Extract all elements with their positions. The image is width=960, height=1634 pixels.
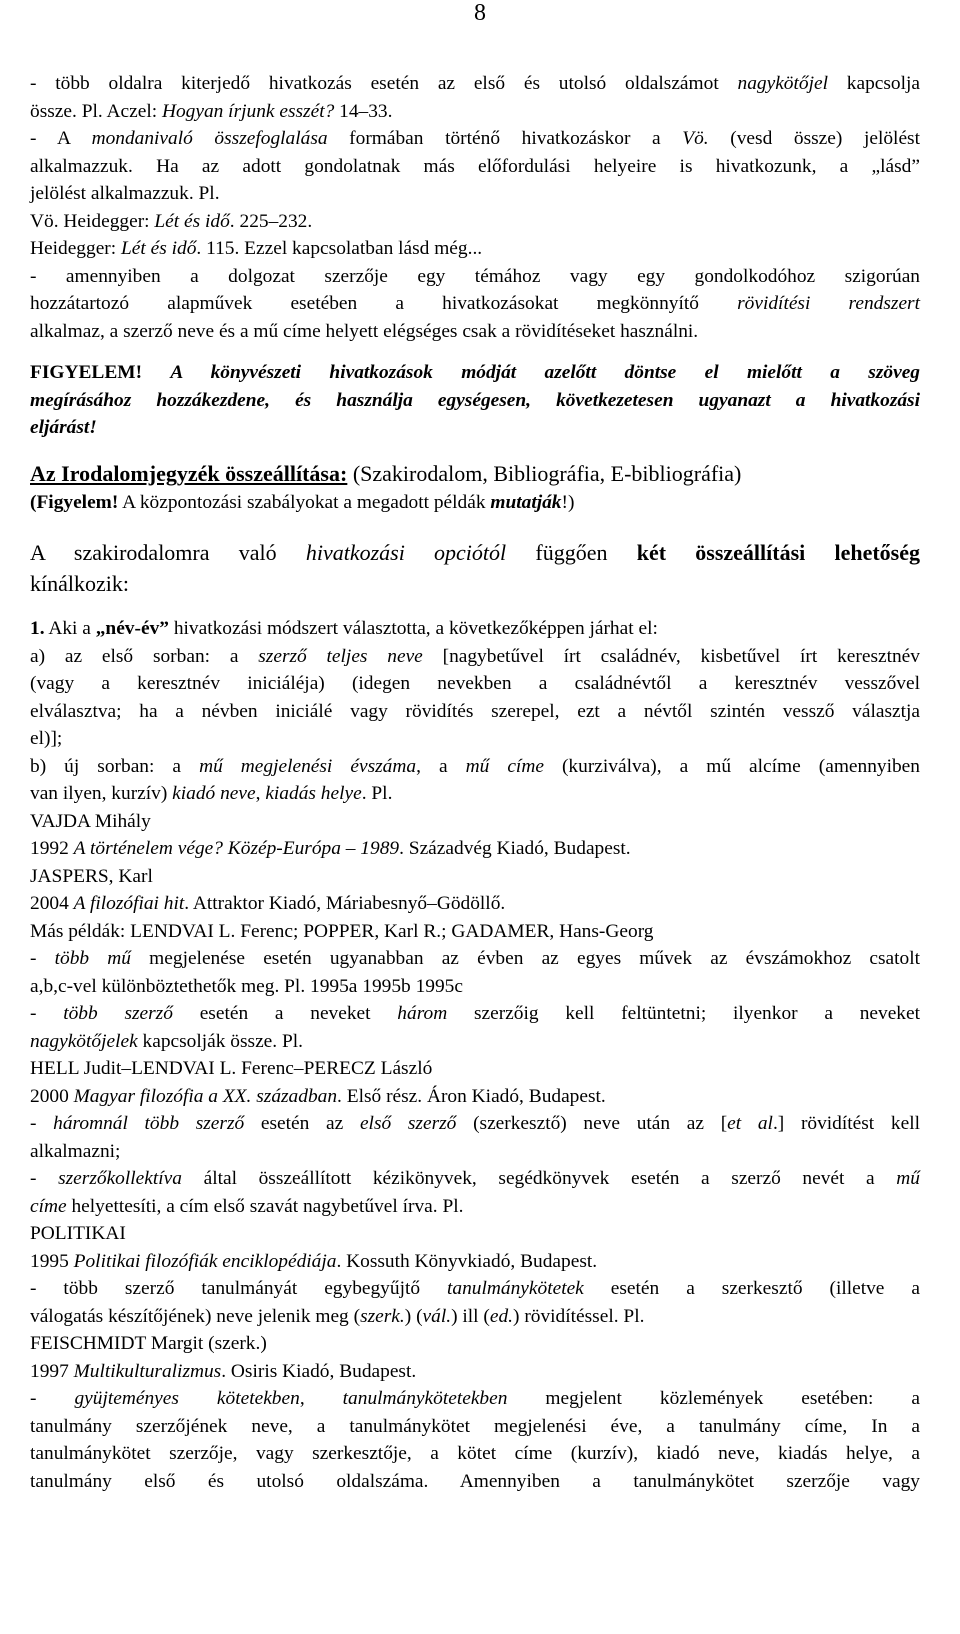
text-line [30, 1165, 920, 1193]
text-line [30, 890, 920, 918]
text-run: - [30, 1113, 54, 1134]
text-run: . 115. Ezzel kapcsolatban lásd még... [196, 238, 483, 259]
paragraph-spacer [30, 442, 920, 458]
text-run: kiadó neve [172, 783, 256, 804]
text-run: - több oldalra kiterjedő hivatkozás esetén az első és utolsó oldalszámot [30, 73, 738, 94]
text-run: ) ( [404, 1305, 423, 1327]
text-run: össze. Pl. Aczel: [30, 100, 162, 122]
text-run: , [299, 1388, 343, 1409]
text-run: 14–33. [334, 100, 393, 122]
text-run: A filozófiai hit [73, 893, 185, 914]
text-run: a) az első sorban: a [30, 645, 259, 667]
text-run: . Pl. [361, 783, 393, 804]
text-line [30, 537, 920, 568]
text-run: Heidegger: [30, 238, 121, 259]
text-run: Lét és idő [121, 238, 197, 259]
text-line [30, 1000, 920, 1028]
text-run: nagykötőjel [737, 73, 828, 94]
text-run: mű [896, 1168, 920, 1189]
text-run: 2000 [30, 1085, 74, 1107]
text-run: , a [416, 755, 466, 777]
text-run: több mű [54, 948, 131, 969]
text-line [30, 180, 920, 208]
text-run: tanulmány első és utolsó oldalszáma. Amennyiben a tanulmánykötet szerzője vagy [30, 1470, 920, 1492]
text-run: megjelent közlemények esetében: a [507, 1388, 921, 1409]
text-run: van ilyen, kurzív) [30, 783, 173, 804]
text-run: szerzőkollektíva [58, 1168, 182, 1189]
text-run: „név-év” [95, 618, 169, 639]
text-run: több szerző [63, 1003, 173, 1024]
text-run: et al [727, 1113, 773, 1134]
text-run: megírásához hozzákezdene, és használja egységesen, következetesen ugyanazt a hivatkozási [30, 389, 920, 411]
text-run: első szerző [359, 1113, 457, 1134]
text-line [30, 153, 920, 181]
text-line [30, 290, 920, 318]
text-run: kapcsolja [827, 73, 920, 94]
text-line [30, 235, 920, 263]
text-line [30, 1330, 920, 1358]
text-run: Lét és idő [154, 210, 230, 232]
text-line [30, 973, 920, 1001]
text-run: Hogyan írjunk esszét? [161, 100, 335, 122]
text-run: (Figyelem! [30, 491, 119, 513]
text-line [30, 1275, 920, 1303]
text-run: által összeállított kézikönyvek, segédkönyvek esetén a szerző nevét a [181, 1168, 897, 1189]
text-run: - több szerző tanulmányát egybegyűjtő [30, 1278, 448, 1299]
text-run: - A [30, 128, 92, 149]
text-run: alkalmazzuk. Ha az adott gondolatnak más előfordulási helyeire is hivatkozunk, a „lásd” [30, 155, 920, 177]
text-line [30, 1303, 920, 1331]
text-run: ) rövidítéssel. Pl. [513, 1305, 645, 1327]
text-run: . Kossuth Könyvkiadó, Budapest. [336, 1250, 598, 1272]
paragraph-spacer [30, 345, 920, 359]
text-run: . Századvég Kiadó, Budapest. [399, 838, 631, 859]
text-run: szerk. [360, 1305, 405, 1327]
text-run: , [255, 783, 266, 804]
paragraph-spacer [30, 599, 920, 615]
text-run: Az Irodalomjegyzék összeállítása: [30, 460, 348, 486]
text-run: (Szakirodalom, Bibliográfia, E-bibliográfia) [347, 460, 742, 486]
text-run: hivatkozási módszert választotta, a következőképpen járhat el: [168, 618, 658, 639]
text-line [30, 70, 920, 98]
text-line [30, 835, 920, 863]
text-run: JASPERS, Karl [30, 865, 153, 887]
text-line [30, 1440, 920, 1468]
text-line [30, 945, 920, 973]
text-run: szerzőig kell feltüntetni; ilyenkor a neveket [447, 1003, 920, 1024]
text-run: válogatás készítőjének) neve jelenik meg ( [30, 1305, 361, 1327]
text-run: alkalmazni; [30, 1140, 121, 1162]
text-line [30, 670, 920, 698]
text-run: .] rövidítést kell [772, 1113, 920, 1134]
text-line [30, 1138, 920, 1166]
text-run: tanulmány szerzőjének neve, a tanulmánykötet megjelenési éve, a tanulmány címe, In a [30, 1415, 920, 1437]
text-run: . Attraktor Kiadó, Máriabesnyő–Gödöllő. [184, 893, 506, 914]
text-run: mű megjelenési évszáma [199, 755, 417, 777]
text-run: (szerkesztő) neve után az [ [456, 1113, 728, 1134]
text-run: A könyvészeti hivatkozások módját azelőtt döntse el mielőtt a szöveg [170, 362, 920, 383]
text-run: helyettesíti, a cím első szavát nagybetűvel írva. Pl. [66, 1195, 464, 1217]
text-line [30, 414, 920, 442]
text-run: függően [506, 540, 637, 565]
text-run: el)]; [30, 728, 63, 749]
text-run: 2004 [30, 893, 74, 914]
text-line [30, 1358, 920, 1386]
text-line [30, 1413, 920, 1441]
text-run: kínálkozik: [30, 571, 129, 596]
text-line [30, 1468, 920, 1496]
text-line [30, 263, 920, 291]
page-number: 8 [474, 0, 486, 26]
text-line [30, 489, 920, 517]
text-line [30, 1028, 920, 1056]
text-run: Politikai filozófiák enciklopédiája [73, 1250, 337, 1272]
text-line [30, 863, 920, 891]
text-run: Aki a [44, 618, 96, 639]
text-run: esetén a neveket [172, 1003, 398, 1024]
text-line [30, 808, 920, 836]
text-line [30, 208, 920, 236]
paragraph-spacer [30, 516, 920, 537]
text-line [30, 387, 920, 415]
document-body [30, 70, 920, 1495]
text-run: hivatkozási opciótól [305, 540, 507, 565]
text-line [30, 918, 920, 946]
text-line [30, 1193, 920, 1221]
text-run: - amennyiben a dolgozat szerzője egy témához vagy egy gondolkodóhoz szigorúan [30, 265, 920, 287]
text-run: esetén a szerkesztő (illetve a [583, 1278, 920, 1299]
text-run: kapcsolják össze. Pl. [137, 1030, 304, 1052]
text-line [30, 458, 920, 489]
text-run: (kurziválva), a mű alcíme (amennyiben [543, 755, 920, 777]
text-run: [nagybetűvel írt családnév, kisbetűvel írt keresztnév [422, 645, 920, 667]
text-run: 1992 [30, 838, 74, 859]
text-line [30, 125, 920, 153]
text-run: ) ill ( [451, 1305, 490, 1327]
text-run: címe [30, 1195, 67, 1217]
text-line [30, 1110, 920, 1138]
text-run: nagykötőjelek [30, 1030, 138, 1052]
text-run: VAJDA Mihály [30, 810, 151, 832]
text-run: - [30, 1003, 64, 1024]
text-run: - [30, 948, 55, 969]
text-line [30, 753, 920, 781]
text-run: ed. [489, 1305, 514, 1327]
text-line [30, 98, 920, 126]
text-run: . Első rész. Áron Kiadó, Budapest. [337, 1085, 606, 1107]
text-run: mű címe [465, 755, 544, 777]
text-run: (vagy a keresztnév iniciáléja) (idegen nevekben a családnévtől a keresztnév vesszővel [30, 673, 920, 694]
text-line [30, 1055, 920, 1083]
text-line [30, 698, 920, 726]
text-run: b) új sorban: a [30, 755, 200, 777]
text-run: Más példák: LENDVAI L. Ferenc; POPPER, Karl R.; GADAMER, Hans-Georg [30, 920, 654, 942]
text-line [30, 318, 920, 346]
text-line [30, 568, 920, 599]
text-run: rövidítési rendszert [737, 293, 920, 314]
text-run: A központozási szabályokat a megadott példák [118, 491, 491, 513]
text-line [30, 1083, 920, 1111]
text-run: mutatják [490, 491, 562, 513]
text-run: (vesd össze) jelölést [708, 128, 920, 149]
text-run: a,b,c-vel különböztethetők meg. Pl. 1995a 1995b 1995c [30, 975, 463, 997]
text-run: esetén az [244, 1113, 360, 1134]
text-run: 1. [30, 618, 45, 639]
text-run: vál. [422, 1305, 452, 1327]
text-line [30, 1248, 920, 1276]
text-run: kiadás helye [265, 783, 362, 804]
text-line [30, 725, 920, 753]
text-run: - [30, 1168, 59, 1189]
text-run: három [397, 1003, 448, 1024]
text-run: . 225–232. [229, 210, 313, 232]
text-run: tanulmánykötetekben [342, 1388, 508, 1409]
text-run: háromnál több szerző [53, 1113, 245, 1134]
text-run: FEISCHMIDT Margit (szerk.) [30, 1333, 267, 1354]
text-line [30, 359, 920, 387]
text-run: alkalmaz, a szerző neve és a mű címe helyett elégséges csak a rövidítéseket használni. [30, 320, 699, 342]
text-run: FIGYELEM! [30, 362, 171, 383]
text-run: 1997 [30, 1360, 74, 1382]
text-run: !) [561, 491, 575, 513]
text-run: megjelenése esetén ugyanabban az évben az egyes művek az évszámokhoz csatolt [131, 948, 920, 969]
text-run: mondanivaló összefoglalása [91, 128, 328, 149]
text-line [30, 1385, 920, 1413]
text-line [30, 780, 920, 808]
text-line [30, 1220, 920, 1248]
text-run: POLITIKAI [30, 1223, 126, 1244]
text-run: formában történő hivatkozáskor a [327, 128, 683, 149]
text-run: jelölést alkalmazzuk. Pl. [30, 183, 220, 204]
text-run: tanulmánykötet szerzője, vagy szerkesztője, a kötet címe (kurzív), kiadó neve, kiadás helye, a [30, 1443, 920, 1464]
text-run: Vö. [682, 128, 709, 149]
text-run: gyüjteményes kötetekben [74, 1388, 300, 1409]
text-run: két összeállítási lehetőség [636, 540, 920, 565]
text-run: elválasztva; ha a névben iniciálé vagy rövidítés szerepel, ezt a névtől szintén vessző választja [30, 700, 920, 722]
text-run: 1995 [30, 1250, 74, 1272]
text-run: A történelem vége? Közép-Európa – 1989 [73, 838, 400, 859]
text-line [30, 643, 920, 671]
text-run: tanulmánykötetek [447, 1278, 584, 1299]
text-run: eljárást! [30, 417, 97, 438]
text-run: A szakirodalomra való [30, 540, 306, 565]
text-run: . Osiris Kiadó, Budapest. [221, 1360, 417, 1382]
text-run: HELL Judit–LENDVAI L. Ferenc–PERECZ László [30, 1058, 433, 1079]
text-run: szerző teljes neve [258, 645, 423, 667]
text-run: Multikulturalizmus [73, 1360, 222, 1382]
text-run: - [30, 1388, 75, 1409]
text-line [30, 615, 920, 643]
text-run: Vö. Heidegger: [30, 210, 155, 232]
text-run: Magyar filozófia a XX. században [73, 1085, 338, 1107]
text-run: hozzátartozó alapművek esetében a hivatkozásokat megkönnyítő [30, 293, 738, 314]
